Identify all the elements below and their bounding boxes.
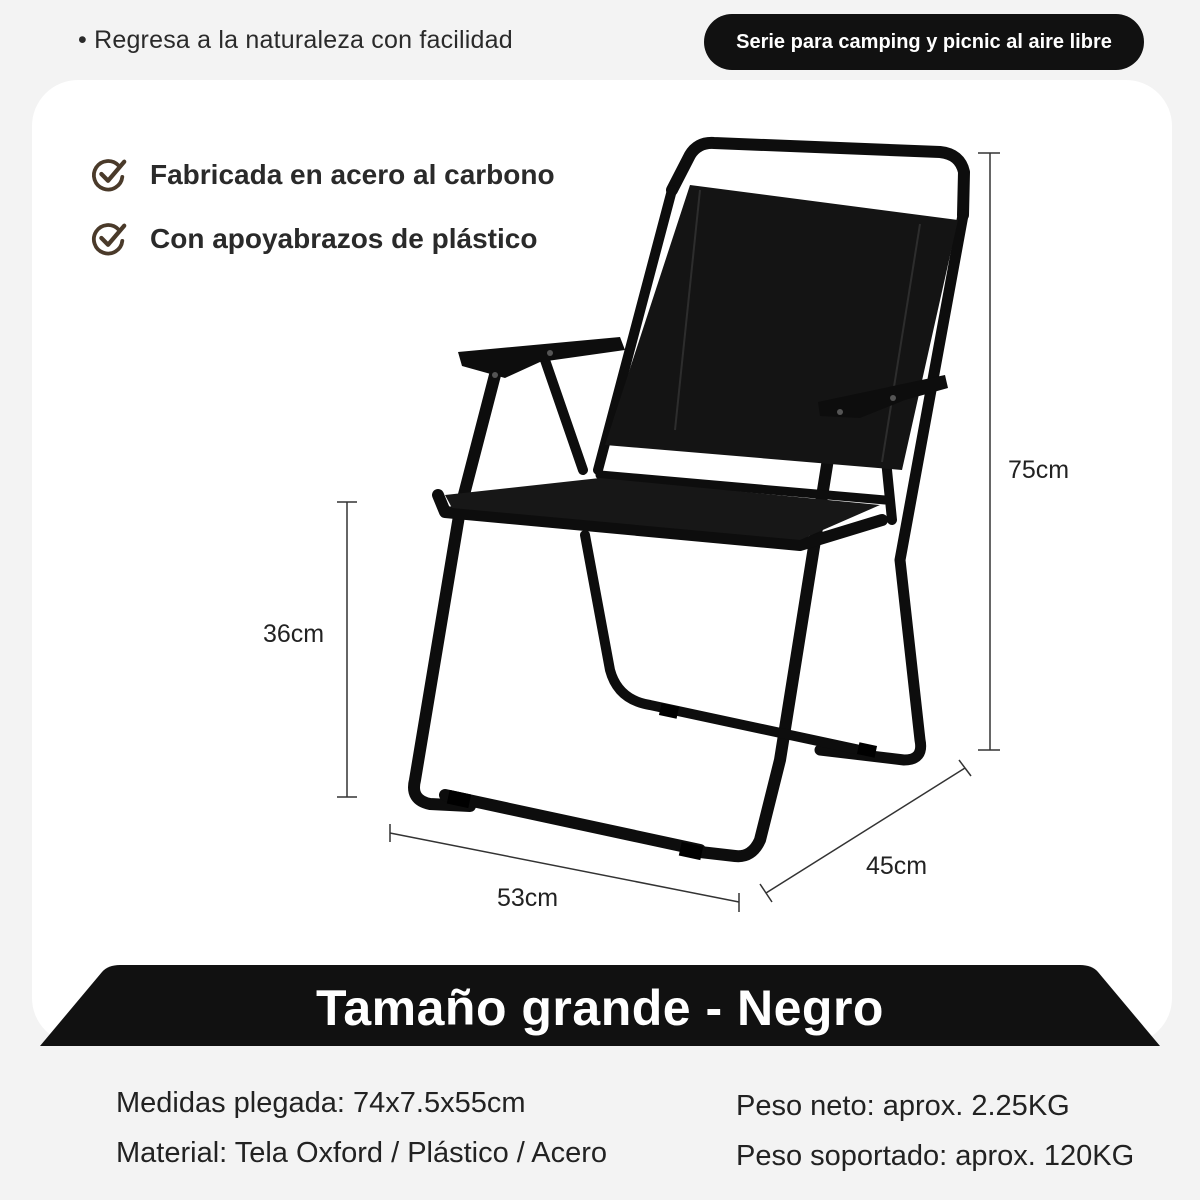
dimension-width-label: 53cm [497, 884, 559, 912]
feature-label: Fabricada en acero al carbono [150, 159, 555, 190]
feature-label: Con apoyabrazos de plástico [150, 223, 538, 254]
tagline: • Regresa a la naturaleza con facilidad [78, 26, 513, 54]
spec-net-weight: Peso neto: aprox. 2.25KG [736, 1090, 1070, 1122]
spec-material: Material: Tela Oxford / Plástico / Acero [116, 1137, 608, 1169]
series-badge: Serie para camping y picnic al aire libre [704, 14, 1144, 70]
dimension-height-label: 75cm [1008, 456, 1070, 484]
dimension-seat-height-label: 36cm [263, 620, 325, 648]
dimension-depth-label: 45cm [866, 852, 928, 880]
spec-max-load: Peso soportado: aprox. 120KG [736, 1140, 1135, 1172]
product-title: Tamaño grande - Negro [316, 980, 884, 1036]
spec-folded-size: Medidas plegada: 74x7.5x55cm [116, 1087, 526, 1119]
